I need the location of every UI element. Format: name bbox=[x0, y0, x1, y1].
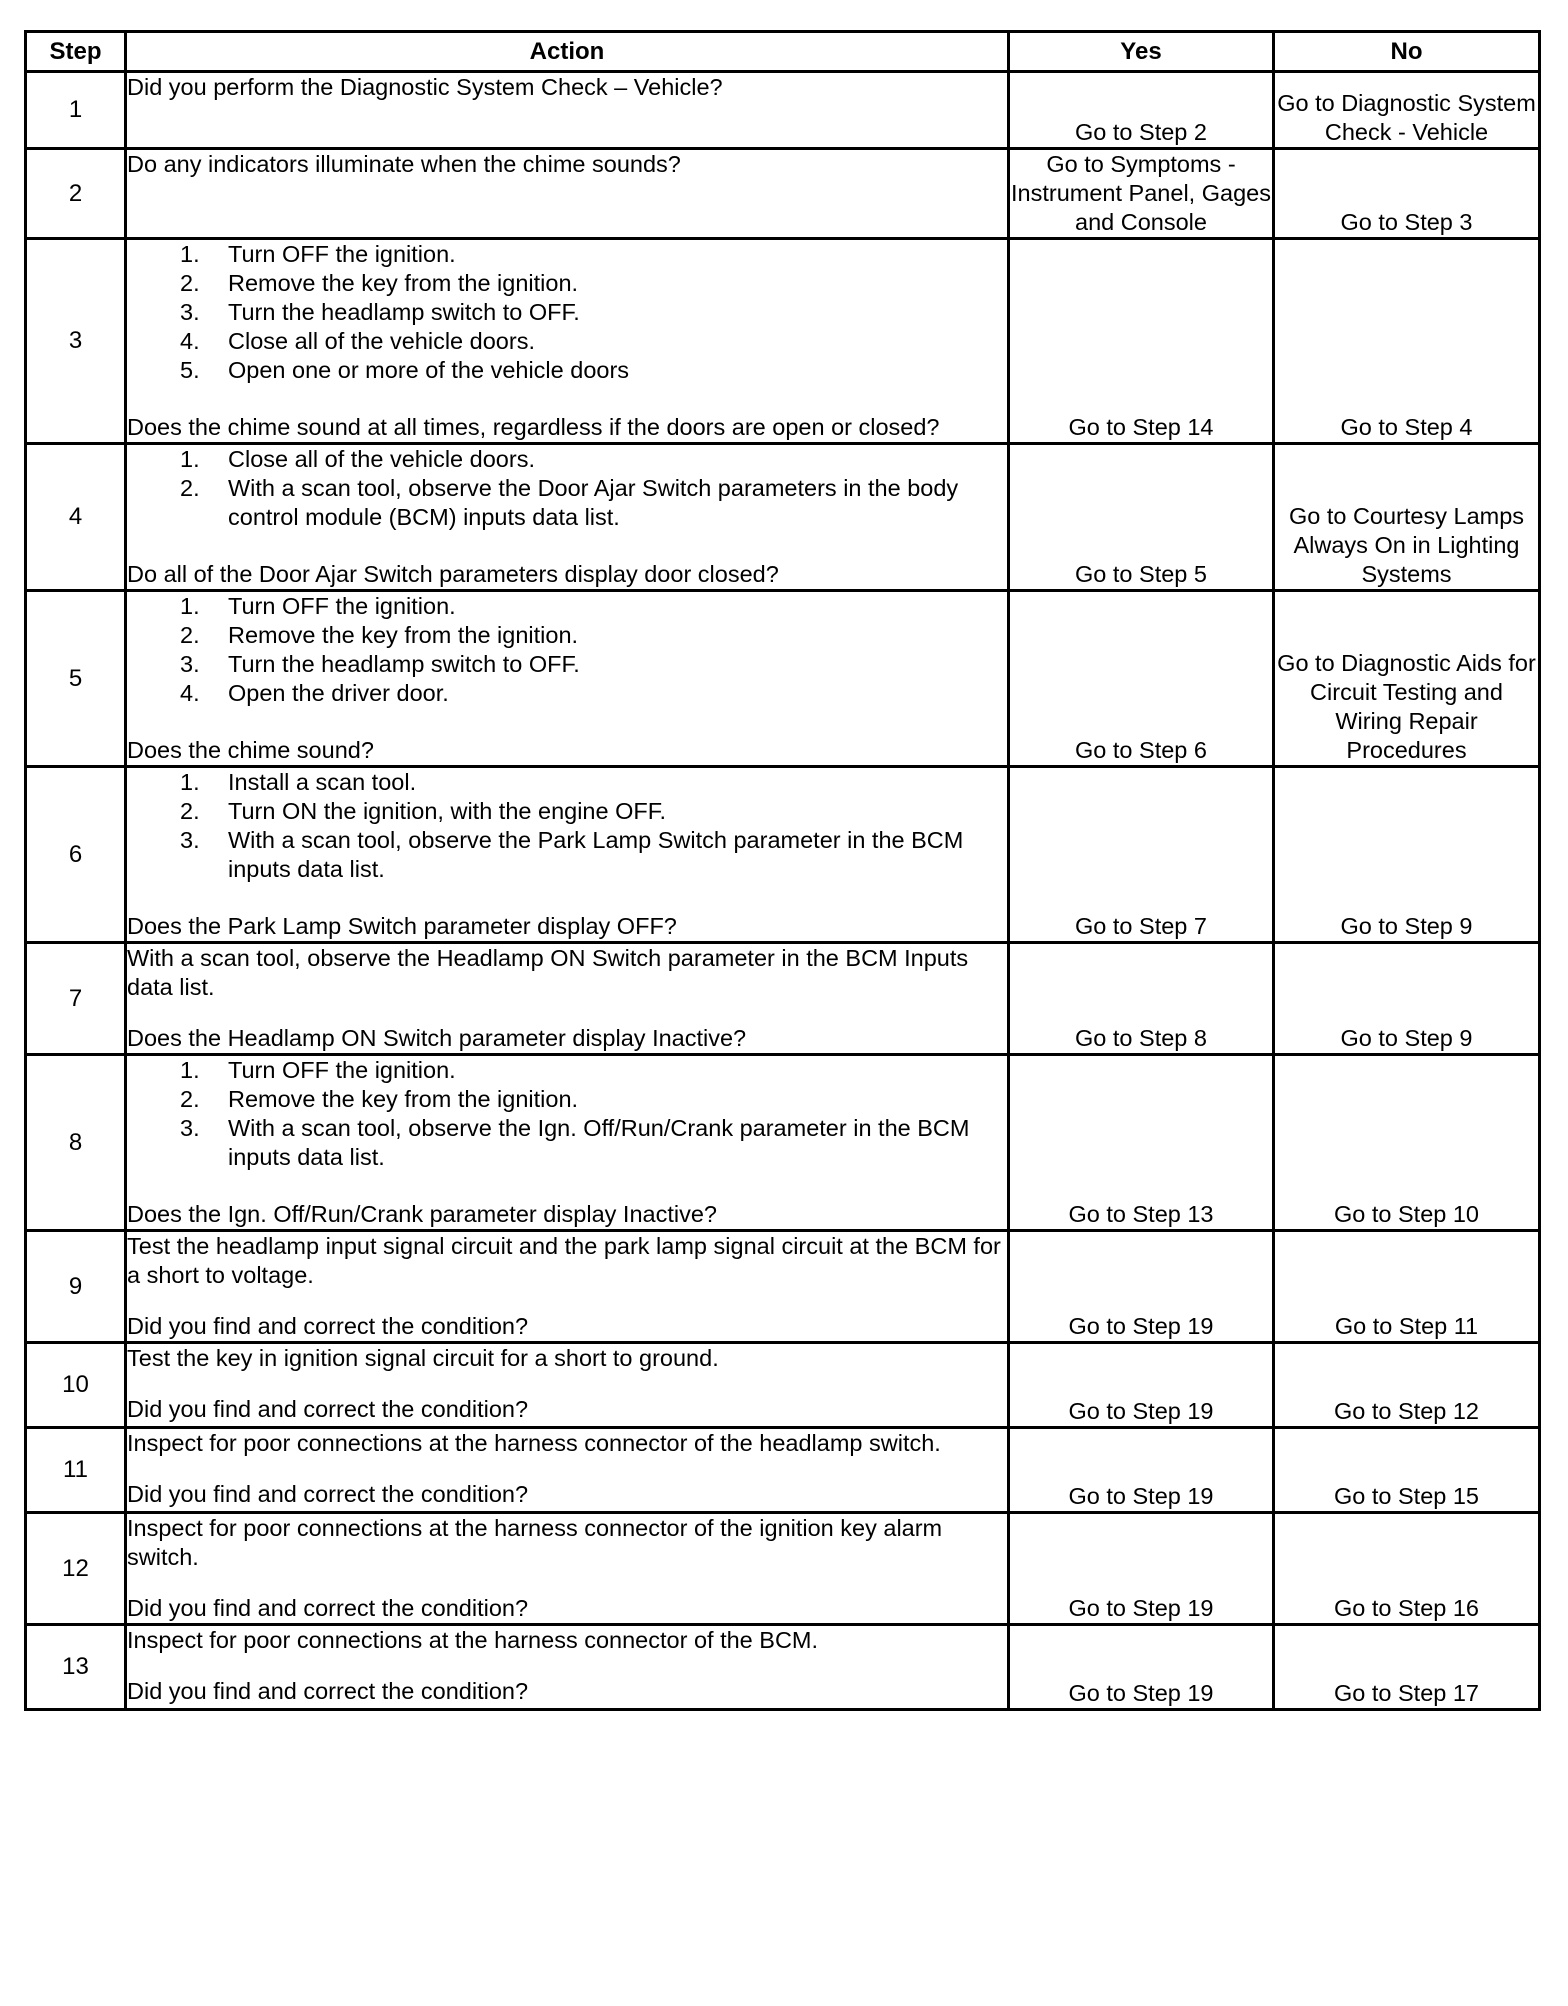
step-number: 2 bbox=[26, 149, 126, 239]
action-description: Did you perform the Diagnostic System Check – Vehicle? bbox=[127, 74, 723, 100]
list-item bbox=[127, 327, 1007, 356]
list-item-number: 3. bbox=[180, 1115, 200, 1141]
list-item-number: 1. bbox=[180, 593, 200, 619]
action-question: Does the chime sound? bbox=[127, 737, 374, 763]
action-steps-list bbox=[127, 1056, 1007, 1172]
yes-result: Go to Step 5 bbox=[1009, 444, 1274, 591]
yes-result: Go to Step 14 bbox=[1009, 239, 1274, 444]
action-cell bbox=[126, 72, 1009, 149]
step-number: 12 bbox=[26, 1513, 126, 1625]
action-question: Does the Ign. Off/Run/Crank parameter display Inactive? bbox=[127, 1201, 717, 1227]
diagnostic-table bbox=[24, 30, 1541, 1711]
table-row bbox=[26, 72, 1540, 149]
list-item bbox=[127, 1114, 1007, 1172]
list-item bbox=[127, 768, 1007, 797]
action-question: Did you find and correct the condition? bbox=[127, 1481, 529, 1507]
list-item bbox=[127, 621, 1007, 650]
list-item-text: Open the driver door. bbox=[228, 680, 449, 706]
list-item bbox=[127, 1056, 1007, 1085]
list-item-number: 5. bbox=[180, 357, 200, 383]
action-cell bbox=[126, 1343, 1009, 1428]
step-number: 8 bbox=[26, 1055, 126, 1231]
list-item bbox=[127, 474, 1007, 532]
action-cell bbox=[126, 591, 1009, 767]
list-item bbox=[127, 269, 1007, 298]
list-item bbox=[127, 679, 1007, 708]
list-item-number: 2. bbox=[180, 475, 200, 501]
action-cell bbox=[126, 1428, 1009, 1513]
table-row bbox=[26, 1625, 1540, 1710]
action-cell bbox=[126, 1055, 1009, 1231]
list-item bbox=[127, 356, 1007, 385]
table-row bbox=[26, 1055, 1540, 1231]
yes-result: Go to Step 19 bbox=[1009, 1513, 1274, 1625]
list-item-text: Turn OFF the ignition. bbox=[228, 593, 456, 619]
yes-result: Go to Step 19 bbox=[1009, 1625, 1274, 1710]
list-item-number: 3. bbox=[180, 299, 200, 325]
no-result: Go to Step 15 bbox=[1274, 1428, 1540, 1513]
no-result: Go to Step 4 bbox=[1274, 239, 1540, 444]
step-number: 5 bbox=[26, 591, 126, 767]
table-row bbox=[26, 943, 1540, 1055]
list-item-number: 2. bbox=[180, 270, 200, 296]
list-item-number: 2. bbox=[180, 798, 200, 824]
list-item-number: 1. bbox=[180, 769, 200, 795]
action-description: Test the key in ignition signal circuit for a short to ground. bbox=[127, 1345, 719, 1371]
list-item-number: 1. bbox=[180, 446, 200, 472]
no-result: Go to Step 9 bbox=[1274, 943, 1540, 1055]
step-number: 4 bbox=[26, 444, 126, 591]
list-item-text: With a scan tool, observe the Park Lamp Switch parameter in the BCM inputs data list. bbox=[228, 827, 964, 882]
list-item bbox=[127, 797, 1007, 826]
step-number: 9 bbox=[26, 1231, 126, 1343]
table-row bbox=[26, 1513, 1540, 1625]
yes-result: Go to Step 7 bbox=[1009, 767, 1274, 943]
action-steps-list bbox=[127, 768, 1007, 884]
yes-result: Go to Step 13 bbox=[1009, 1055, 1274, 1231]
list-item bbox=[127, 240, 1007, 269]
action-cell bbox=[126, 444, 1009, 591]
list-item-text: Open one or more of the vehicle doors bbox=[228, 357, 630, 383]
action-question: Does the Park Lamp Switch parameter display OFF? bbox=[127, 913, 677, 939]
yes-result: Go to Step 8 bbox=[1009, 943, 1274, 1055]
action-question: Do all of the Door Ajar Switch parameters display door closed? bbox=[127, 561, 779, 587]
no-result: Go to Step 10 bbox=[1274, 1055, 1540, 1231]
action-steps-list bbox=[127, 592, 1007, 708]
action-description: Test the headlamp input signal circuit and the park lamp signal circuit at the BCM for a short to voltage. bbox=[127, 1233, 1001, 1288]
no-result: Go to Step 12 bbox=[1274, 1343, 1540, 1428]
action-question: Did you find and correct the condition? bbox=[127, 1678, 529, 1704]
yes-result: Go to Step 2 bbox=[1009, 72, 1274, 149]
list-item-text: Close all of the vehicle doors. bbox=[228, 446, 535, 472]
action-description: With a scan tool, observe the Headlamp ON Switch parameter in the BCM Inputs data list. bbox=[127, 945, 969, 1000]
list-item bbox=[127, 1085, 1007, 1114]
table-row bbox=[26, 1343, 1540, 1428]
step-number: 6 bbox=[26, 767, 126, 943]
list-item-text: Remove the key from the ignition. bbox=[228, 1086, 579, 1112]
no-result: Go to Courtesy Lamps Always On in Lighting Systems bbox=[1274, 444, 1540, 591]
header-no: No bbox=[1274, 32, 1540, 72]
action-description: Inspect for poor connections at the harness connector of the BCM. bbox=[127, 1627, 819, 1653]
list-item-number: 3. bbox=[180, 827, 200, 853]
yes-result: Go to Step 6 bbox=[1009, 591, 1274, 767]
table-row bbox=[26, 591, 1540, 767]
action-cell bbox=[126, 1625, 1009, 1710]
header-yes: Yes bbox=[1009, 32, 1274, 72]
action-question: Did you find and correct the condition? bbox=[127, 1313, 529, 1339]
action-question: Did you find and correct the condition? bbox=[127, 1595, 529, 1621]
list-item-number: 2. bbox=[180, 1086, 200, 1112]
yes-result: Go to Step 19 bbox=[1009, 1428, 1274, 1513]
header-action: Action bbox=[126, 32, 1009, 72]
list-item-number: 3. bbox=[180, 651, 200, 677]
action-steps-list bbox=[127, 445, 1007, 532]
action-cell bbox=[126, 943, 1009, 1055]
table-row bbox=[26, 149, 1540, 239]
list-item bbox=[127, 826, 1007, 884]
step-number: 13 bbox=[26, 1625, 126, 1710]
list-item-text: Turn OFF the ignition. bbox=[228, 241, 456, 267]
list-item-text: Turn ON the ignition, with the engine OFF. bbox=[228, 798, 667, 824]
action-steps-list bbox=[127, 240, 1007, 385]
list-item bbox=[127, 592, 1007, 621]
list-item-text: With a scan tool, observe the Ign. Off/Run/Crank parameter in the BCM inputs data list. bbox=[228, 1115, 970, 1170]
action-description: Do any indicators illuminate when the chime sounds? bbox=[127, 151, 681, 177]
action-cell bbox=[126, 767, 1009, 943]
action-description: Inspect for poor connections at the harness connector of the headlamp switch. bbox=[127, 1430, 941, 1456]
list-item-number: 1. bbox=[180, 1057, 200, 1083]
action-cell bbox=[126, 149, 1009, 239]
no-result: Go to Step 9 bbox=[1274, 767, 1540, 943]
list-item-text: With a scan tool, observe the Door Ajar Switch parameters in the body control module (BCM) inputs data list. bbox=[228, 475, 959, 530]
action-cell bbox=[126, 1231, 1009, 1343]
yes-result: Go to Step 19 bbox=[1009, 1231, 1274, 1343]
list-item-number: 4. bbox=[180, 680, 200, 706]
action-cell bbox=[126, 239, 1009, 444]
list-item-number: 1. bbox=[180, 241, 200, 267]
no-result: Go to Diagnostic Aids for Circuit Testing and Wiring Repair Procedures bbox=[1274, 591, 1540, 767]
no-result: Go to Step 16 bbox=[1274, 1513, 1540, 1625]
action-question: Does the Headlamp ON Switch parameter display Inactive? bbox=[127, 1025, 747, 1051]
yes-result: Go to Step 19 bbox=[1009, 1343, 1274, 1428]
no-result: Go to Diagnostic System Check - Vehicle bbox=[1274, 72, 1540, 149]
step-number: 10 bbox=[26, 1343, 126, 1428]
table-row bbox=[26, 767, 1540, 943]
table-row bbox=[26, 444, 1540, 591]
list-item bbox=[127, 650, 1007, 679]
no-result: Go to Step 17 bbox=[1274, 1625, 1540, 1710]
no-result: Go to Step 11 bbox=[1274, 1231, 1540, 1343]
list-item-text: Remove the key from the ignition. bbox=[228, 622, 579, 648]
table-header-row bbox=[26, 32, 1540, 72]
list-item-text: Turn the headlamp switch to OFF. bbox=[228, 651, 580, 677]
action-question: Did you find and correct the condition? bbox=[127, 1396, 529, 1422]
yes-result: Go to Symptoms - Instrument Panel, Gages and Console bbox=[1009, 149, 1274, 239]
list-item-number: 2. bbox=[180, 622, 200, 648]
list-item-text: Close all of the vehicle doors. bbox=[228, 328, 535, 354]
action-description: Inspect for poor connections at the harness connector of the ignition key alarm switch. bbox=[127, 1515, 943, 1570]
table-body bbox=[26, 72, 1540, 1710]
no-result: Go to Step 3 bbox=[1274, 149, 1540, 239]
table-row bbox=[26, 1428, 1540, 1513]
list-item-text: Turn OFF the ignition. bbox=[228, 1057, 456, 1083]
action-cell bbox=[126, 1513, 1009, 1625]
action-question: Does the chime sound at all times, regardless if the doors are open or closed? bbox=[127, 414, 940, 440]
table-row bbox=[26, 239, 1540, 444]
step-number: 3 bbox=[26, 239, 126, 444]
list-item bbox=[127, 445, 1007, 474]
list-item-text: Install a scan tool. bbox=[228, 769, 417, 795]
step-number: 1 bbox=[26, 72, 126, 149]
list-item-text: Turn the headlamp switch to OFF. bbox=[228, 299, 580, 325]
table-row bbox=[26, 1231, 1540, 1343]
list-item-text: Remove the key from the ignition. bbox=[228, 270, 579, 296]
list-item bbox=[127, 298, 1007, 327]
step-number: 11 bbox=[26, 1428, 126, 1513]
list-item-number: 4. bbox=[180, 328, 200, 354]
step-number: 7 bbox=[26, 943, 126, 1055]
header-step: Step bbox=[26, 32, 126, 72]
